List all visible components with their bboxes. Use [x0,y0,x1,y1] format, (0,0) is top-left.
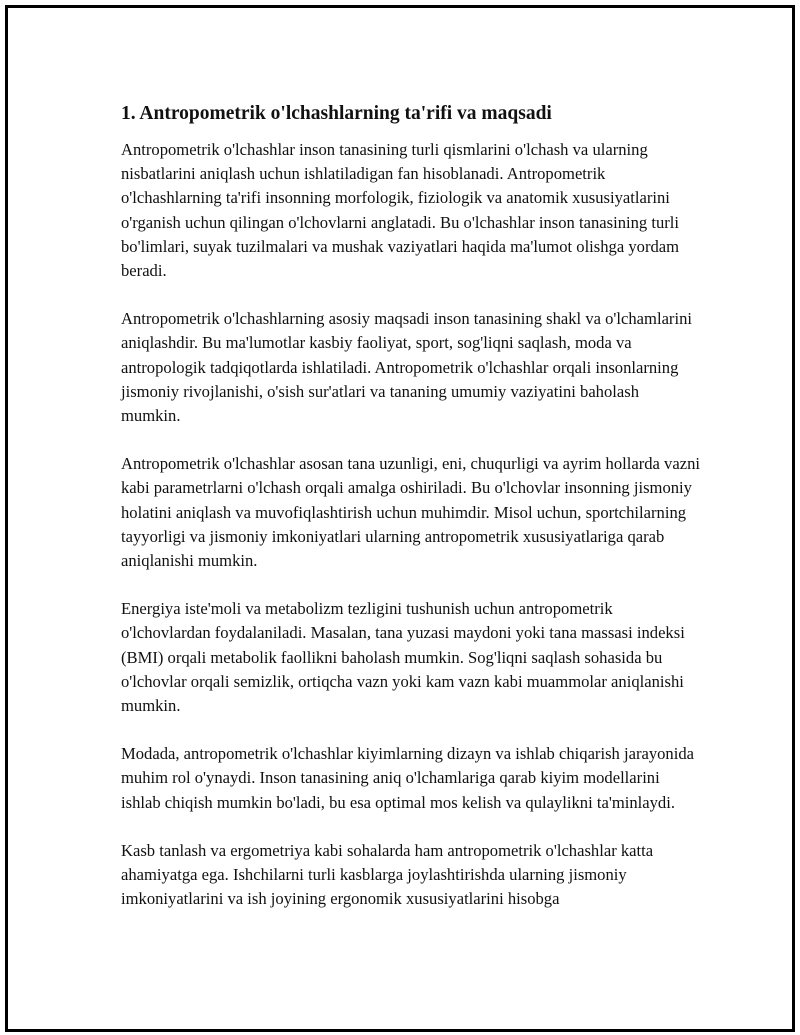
paragraph-3: Antropometrik o'lchashlar asosan tana uzunligi, eni, chuqurligi va ayrim hollarda vazni kabi parametrlarni o'lchash orqali amalga oshiriladi. Bu o'lchovlar insonning jismoniy holatini aniqlash va muvofiqlashtirish uchun muhimdir. Misol uchun, sportchilarning tayyorligi va jismoniy imkoniyatlari ularning antropometrik xususiyatlariga qarab aniqlanishi mumkin. [121,454,700,571]
document-body [121,100,701,935]
paragraph-6: Kasb tanlash va ergometriya kabi sohalarda ham antropometrik o'lchashlar katta ahamiyatga ega. Ishchilarni turli kasblarga joylashtirishda ularning jismoniy imkoniyatlarini va ish joyining ergonomik xususiyatlarini hisobga [121,840,654,909]
paragraph-2: Antropometrik o'lchashlarning asosiy maqsadi inson tanasining shakl va o'lchamlarini aniqlashdir. Bu ma'lumotlar kasbiy faoliyat, sport, sog'liqni saqlash, moda va antropologik tadqiqotlarda ishlatiladi. Antropometrik o'lchashlar orqali insonlarning jismoniy rivojlanishi, o'sish sur'atlari va tananing umumiy vaziyatini baholash mumkin. [121,309,692,426]
paragraph-4: Energiya iste'moli va metabolizm tezligini tushunish uchun antropometrik o'lchovlardan foydalaniladi. Masalan, tana yuzasi maydoni yoki tana massasi indeksi (BMI) orqali metabolik faollikni baholash mumkin. Sog'liqni saqlash sohasida bu o'lchovlar orqali semizlik, ortiqcha vazn yoki kam vazn kabi muammolar aniqlanishi mumkin. [121,599,685,716]
paragraph-5: Modada, antropometrik o'lchashlar kiyimlarning dizayn va ishlab chiqarish jarayonida muhim rol o'ynaydi. Inson tanasining aniq o'lchamlariga qarab kiyim modellarini ishlab chiqish mumkin bo'ladi, bu esa optimal mos kelish va qulaylikni ta'minlaydi. [121,744,695,812]
page-frame [5,5,795,1032]
section-heading: 1. Antropometrik o'lchashlarning ta'rifi va maqsadi [121,103,552,124]
paragraph-1: Antropometrik o'lchashlar inson tanasining turli qismlarini o'lchash va ularning nisbatlarini aniqlash uchun ishlatiladigan fan hisoblanadi. Antropometrik o'lchashlarning ta'rifi insonning morfologik, fiziologik va anatomik xususiyatlarini o'rganish uchun qilingan o'lchovlarni anglatadi. Bu o'lchashlar inson tanasining turli bo'limlari, suyak tuzilmalari va mushak vaziyatlari haqida ma'lumot olishga yordam beradi. [121,140,680,281]
